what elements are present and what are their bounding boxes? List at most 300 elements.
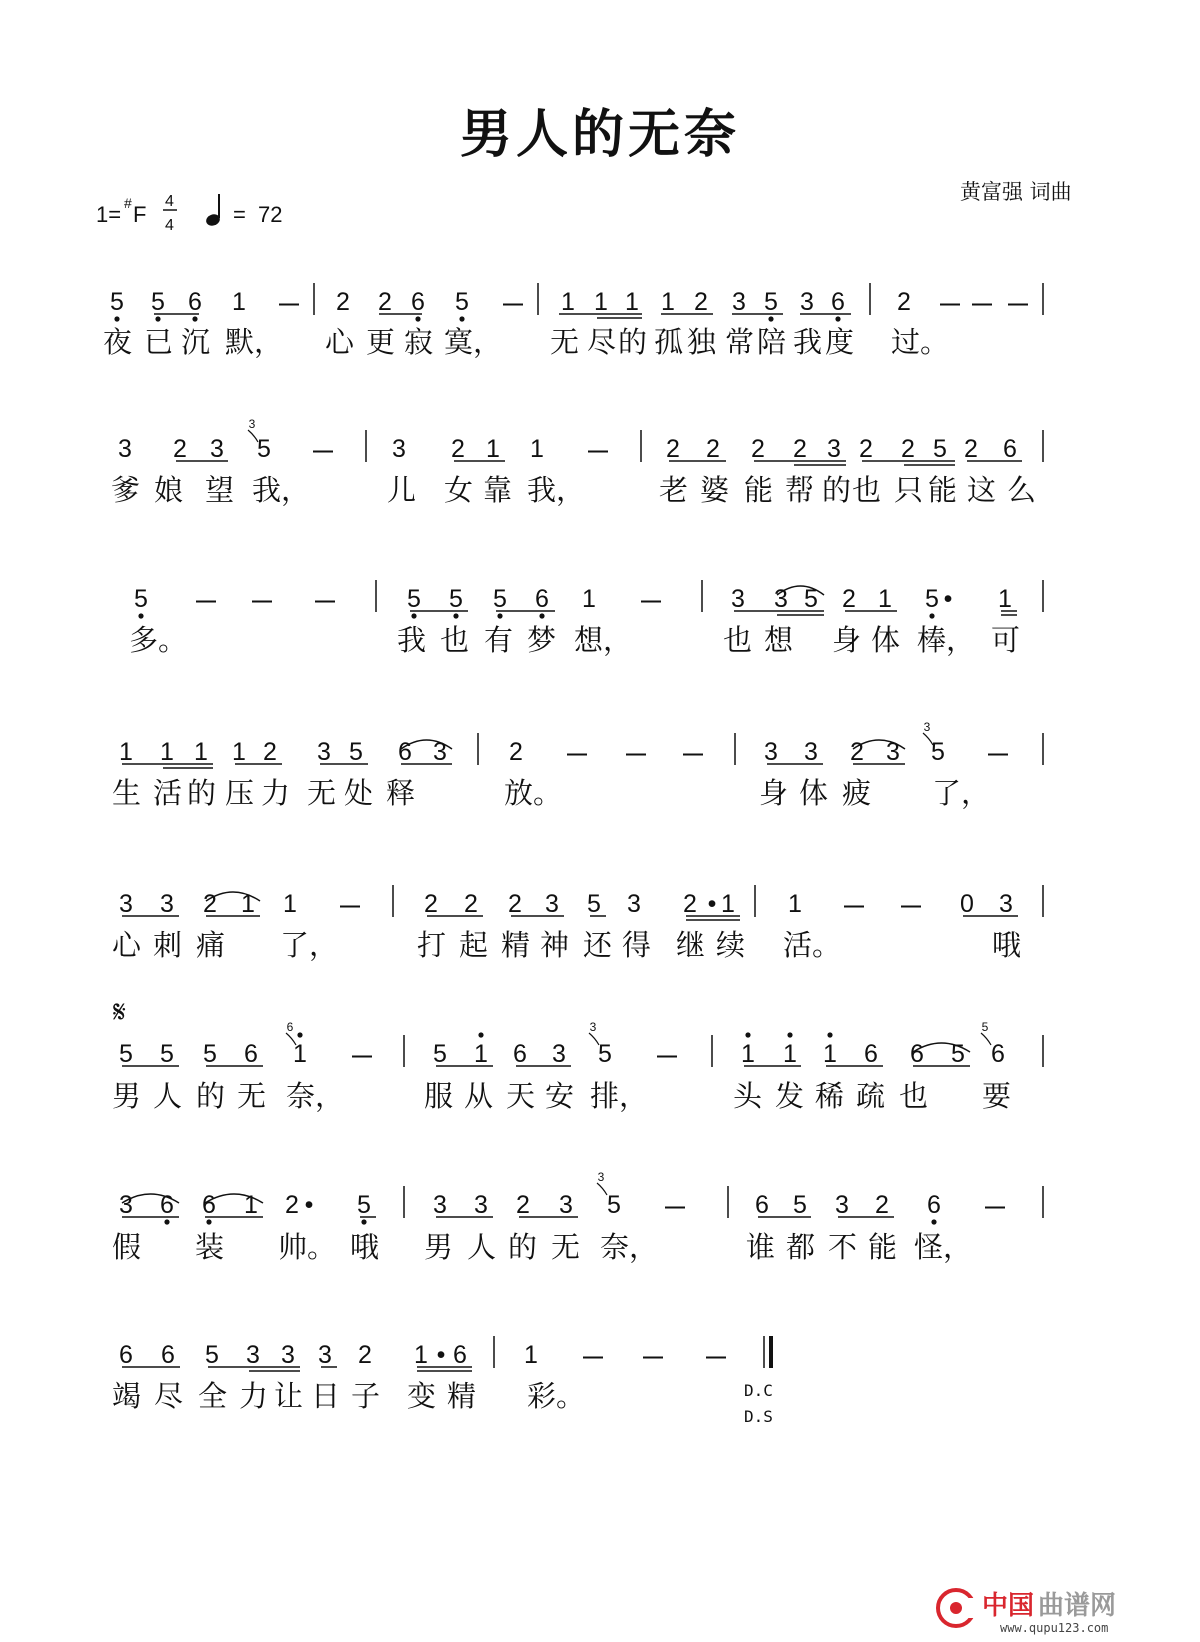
tempo-equals: = <box>233 202 246 227</box>
lyric-word: 稀 <box>815 1079 845 1113</box>
lyric-word: 想， <box>574 623 633 657</box>
note-digit: 3 <box>433 1191 447 1219</box>
dash-mark: — <box>985 1196 1005 1218</box>
note-digit: 1 <box>823 1040 837 1068</box>
note-digit: 1 <box>661 288 675 316</box>
note-digit: 5 <box>407 585 421 613</box>
lyric-word: 发 <box>775 1079 805 1113</box>
note-digit: 2 <box>424 890 438 918</box>
lyric-word: 身 <box>759 776 789 810</box>
lyric-word: 的 <box>822 473 852 507</box>
octave-dot-low <box>768 316 773 321</box>
note-digit: 5 <box>349 738 363 766</box>
octave-dot-low <box>497 613 502 618</box>
lyric-word: 这 <box>967 473 997 507</box>
lyric-word: 哦 <box>992 928 1022 962</box>
note-digit: 6 <box>244 1040 258 1068</box>
note-digit: 5 <box>357 1191 371 1219</box>
note-digit: 3 <box>559 1191 573 1219</box>
lyric-word: 梦 <box>527 623 557 657</box>
note-digit: 6 <box>755 1191 769 1219</box>
octave-dot-low <box>114 316 119 321</box>
note-digit: 6 <box>513 1040 527 1068</box>
octave-dot-low <box>155 316 160 321</box>
lyric-word: 体 <box>799 776 829 810</box>
time-top: 4 <box>165 193 174 210</box>
note-digit: 2 <box>173 435 187 463</box>
dash-mark: — <box>313 440 333 462</box>
lyric-word: 沉 <box>181 325 211 359</box>
dash-mark: — <box>315 590 335 612</box>
quarter-note-icon <box>205 194 222 228</box>
lyric-word: 变 <box>407 1379 437 1413</box>
note-digit: 3 <box>317 738 331 766</box>
lyric-word: 续 <box>716 928 746 962</box>
lyric-word: 想 <box>764 623 794 657</box>
note-digit: 5 <box>598 1040 612 1068</box>
key-letter: F <box>133 202 147 227</box>
dash-mark: — <box>972 293 992 315</box>
note-digit: 1 <box>741 1040 755 1068</box>
lyric-word: 只 <box>894 473 924 507</box>
lyric-word: 体 <box>871 623 901 657</box>
note-digit: 3 <box>800 288 814 316</box>
lyric-word: 的 <box>618 325 648 359</box>
note-digit: 1 <box>878 585 892 613</box>
score-lines <box>103 283 1043 1413</box>
note-digit: 6 <box>161 1341 175 1369</box>
note-digit: 3 <box>210 435 224 463</box>
note-digit: 5 <box>793 1191 807 1219</box>
note-digit: 5 <box>160 1040 174 1068</box>
note-digit: 1 <box>244 1191 258 1219</box>
octave-dot-low <box>164 1219 169 1224</box>
note-digit: 1 <box>194 738 208 766</box>
note-digit: 6 <box>398 738 412 766</box>
note-digit: 2 <box>683 890 697 918</box>
note-digit: 5 <box>449 585 463 613</box>
lyric-word: 奈， <box>600 1230 659 1264</box>
lyric-word: 也 <box>723 623 753 657</box>
note-digit: 6 <box>927 1191 941 1219</box>
lyric-word: 都 <box>786 1230 816 1264</box>
lyric-word: 过。 <box>891 325 950 359</box>
lyric-word: 有 <box>484 623 514 657</box>
lyric-word: 可 <box>991 623 1021 657</box>
lyric-word: 无 <box>550 325 580 359</box>
note-digit: 5 <box>951 1040 965 1068</box>
lyric-word: 释 <box>386 776 416 810</box>
grace-note: 3 <box>589 1020 597 1034</box>
lyric-word: 能 <box>868 1230 898 1264</box>
lyric-word: 神 <box>540 928 570 962</box>
lyric-word: 我， <box>252 473 311 507</box>
lyric-word: 也 <box>852 473 882 507</box>
note-digit: 6 <box>831 288 845 316</box>
lyric-word: 假 <box>112 1230 142 1264</box>
note-digit: 5 <box>134 585 148 613</box>
dash-mark: — <box>352 1045 372 1067</box>
note-digit: 6 <box>119 1341 133 1369</box>
lyric-word: 更 <box>366 325 396 359</box>
note-digit: 3 <box>827 435 841 463</box>
dash-mark: — <box>567 743 587 765</box>
lyric-word: 尽 <box>154 1379 184 1413</box>
note-digit: 5 <box>203 1040 217 1068</box>
note-digit: 3 <box>835 1191 849 1219</box>
octave-dot-low <box>539 613 544 618</box>
note-digit: 3 <box>119 1191 133 1219</box>
lyric-word: 活 <box>153 776 183 810</box>
note-digit: 3 <box>627 890 641 918</box>
lyric-word: 竭 <box>112 1379 142 1413</box>
note-digit: 2 <box>263 738 277 766</box>
lyric-word: 度 <box>825 325 855 359</box>
lyric-word: 男 <box>112 1079 142 1113</box>
note-digit: 2 <box>378 288 392 316</box>
note-digit: 3 <box>804 738 818 766</box>
lyric-word: 让 <box>274 1379 304 1413</box>
note-digit: 3 <box>886 738 900 766</box>
dash-mark: — <box>643 1346 663 1368</box>
note-digit: 5 <box>493 585 507 613</box>
lyric-word: 服 <box>424 1079 454 1113</box>
lyric-word: 无 <box>307 776 337 810</box>
lyric-word: 痛 <box>196 928 226 962</box>
lyric-word: 娘 <box>154 473 184 507</box>
lyric-word: 能 <box>744 473 774 507</box>
lyric-word: 爹 <box>111 473 141 507</box>
octave-dot-low <box>453 613 458 618</box>
lyric-word: 了， <box>280 928 339 962</box>
note-digit: 6 <box>1003 435 1017 463</box>
lyric-word: 帮 <box>785 473 815 507</box>
dash-mark: — <box>196 590 216 612</box>
note-digit: 1 <box>119 738 133 766</box>
note-digit: 3 <box>433 738 447 766</box>
lyric-word: 生 <box>112 776 142 810</box>
lyric-word: 也 <box>899 1079 929 1113</box>
octave-dot-high <box>787 1032 792 1037</box>
note-digit: 5 <box>205 1341 219 1369</box>
score-line-5 <box>112 885 1043 962</box>
lyric-word: 装 <box>195 1230 225 1264</box>
lyric-word: 人 <box>467 1230 497 1264</box>
grace-note: 6 <box>286 1020 294 1034</box>
note-digit: 2 <box>901 435 915 463</box>
score-line-7 <box>112 1170 1043 1264</box>
lyric-word: 疲 <box>842 776 872 810</box>
lyric-word: 还 <box>583 928 613 962</box>
note-digit: 5 <box>925 585 939 613</box>
note-digit: 2 <box>285 1191 299 1219</box>
octave-dot-low <box>206 1219 211 1224</box>
octave-dot-low <box>415 316 420 321</box>
lyric-word: 奈， <box>286 1079 345 1113</box>
grace-note: 3 <box>923 720 931 734</box>
watermark-brand-b: 曲谱网 <box>1038 1591 1117 1621</box>
note-digit: 3 <box>474 1191 488 1219</box>
octave-dot-low <box>361 1219 366 1224</box>
note-digit: 2 <box>509 738 523 766</box>
lyric-word: 的 <box>508 1230 538 1264</box>
dotted-note-mark: • <box>943 585 953 613</box>
octave-dot-low <box>138 613 143 618</box>
lyric-word: 放。 <box>504 776 563 810</box>
lyric-word: 刺 <box>153 928 183 962</box>
key-prefix: 1= <box>96 202 122 227</box>
note-digit: 3 <box>552 1040 566 1068</box>
lyric-word: 帅。 <box>278 1230 337 1264</box>
octave-dot-high <box>827 1032 832 1037</box>
note-digit: 1 <box>486 435 500 463</box>
lyric-word: 独 <box>687 325 717 359</box>
watermark <box>938 1590 1116 1635</box>
note-digit: 1 <box>524 1341 538 1369</box>
lyric-word: 多。 <box>129 623 188 657</box>
lyric-word: 老 <box>659 473 689 507</box>
tempo-value: 72 <box>258 202 283 227</box>
lyric-word: 夜 <box>103 325 133 359</box>
lyric-word: 的 <box>196 1079 226 1113</box>
dash-mark: — <box>588 440 608 462</box>
note-digit: 1 <box>721 890 735 918</box>
lyric-word: 寂 <box>404 325 434 359</box>
dash-mark: — <box>340 895 360 917</box>
score-line-3 <box>129 580 1043 657</box>
lyric-word: 精 <box>447 1379 477 1413</box>
octave-dot-low <box>192 316 197 321</box>
score-line-6 <box>112 1020 1043 1113</box>
lyric-word: 望 <box>205 473 235 507</box>
note-digit: 5 <box>804 585 818 613</box>
note-digit: 3 <box>731 585 745 613</box>
note-digit: 3 <box>246 1341 260 1369</box>
note-digit: 2 <box>842 585 856 613</box>
note-digit: 1 <box>160 738 174 766</box>
note-digit: 3 <box>318 1341 332 1369</box>
note-digit: 1 <box>625 288 639 316</box>
dash-mark: — <box>657 1045 677 1067</box>
watermark-url: www.qupu123.com <box>1000 1621 1109 1635</box>
octave-dot-low <box>835 316 840 321</box>
dash-mark: — <box>503 293 523 315</box>
lyric-word: 打 <box>417 928 447 962</box>
note-digit: 2 <box>666 435 680 463</box>
note-digit: 1 <box>594 288 608 316</box>
segno-sign: 𝄋 <box>113 995 126 1030</box>
dotted-note-mark: • <box>707 890 717 918</box>
note-digit: 6 <box>535 585 549 613</box>
note-digit: 2 <box>464 890 478 918</box>
lyric-word: 了， <box>932 776 991 810</box>
octave-dot-high <box>297 1032 302 1037</box>
dash-mark: — <box>279 293 299 315</box>
lyric-word: 尽 <box>587 325 617 359</box>
note-digit: 2 <box>516 1191 530 1219</box>
note-digit: 5 <box>587 890 601 918</box>
dash-mark: — <box>665 1196 685 1218</box>
lyric-word: 么 <box>1007 473 1037 507</box>
note-digit: 5 <box>607 1191 621 1219</box>
lyric-word: 从 <box>464 1079 494 1113</box>
lyric-word: 力 <box>239 1379 269 1413</box>
note-digit: 5 <box>455 288 469 316</box>
note-digit: 5 <box>110 288 124 316</box>
note-digit: 2 <box>451 435 465 463</box>
lyric-word: 也 <box>440 623 470 657</box>
note-digit: 2 <box>336 288 350 316</box>
lyric-word: 精 <box>501 928 531 962</box>
lyric-word: 得 <box>622 928 652 962</box>
note-digit: 2 <box>203 890 217 918</box>
dotted-note-mark: • <box>436 1341 446 1369</box>
note-digit: 1 <box>414 1341 428 1369</box>
lyric-word: 棒， <box>917 623 976 657</box>
dash-mark: — <box>940 293 960 315</box>
lyric-word: 全 <box>198 1379 228 1413</box>
note-digit: 5 <box>764 288 778 316</box>
note-digit: 5 <box>151 288 165 316</box>
lyric-word: 心 <box>112 928 142 962</box>
ds-marking: D.S <box>744 1407 773 1426</box>
note-digit: 3 <box>119 890 133 918</box>
note-digit: 6 <box>991 1040 1005 1068</box>
lyric-word: 心 <box>325 325 355 359</box>
note-digit: 3 <box>999 890 1013 918</box>
dotted-note-mark: • <box>304 1191 314 1219</box>
lyric-word: 压 <box>225 776 255 810</box>
lyric-word: 寞， <box>444 325 503 359</box>
grace-note: 3 <box>248 417 256 431</box>
lyric-word: 我 <box>397 623 427 657</box>
note-digit: 6 <box>910 1040 924 1068</box>
note-digit: 2 <box>850 738 864 766</box>
dash-mark: — <box>1008 293 1028 315</box>
lyric-word: 力 <box>261 776 291 810</box>
lyric-word: 靠 <box>483 473 513 507</box>
note-digit: 1 <box>232 738 246 766</box>
note-digit: 3 <box>545 890 559 918</box>
lyric-word: 子 <box>351 1379 381 1413</box>
dc-marking: D.C <box>744 1381 773 1400</box>
dash-mark: — <box>626 743 646 765</box>
lyric-word: 哦 <box>350 1230 380 1264</box>
octave-dot-low <box>459 316 464 321</box>
note-digit: 3 <box>392 435 406 463</box>
note-digit: 6 <box>202 1191 216 1219</box>
note-digit: 2 <box>358 1341 372 1369</box>
dash-mark: — <box>844 895 864 917</box>
note-digit: 1 <box>474 1040 488 1068</box>
lyric-word: 无 <box>551 1230 581 1264</box>
note-digit: 5 <box>119 1040 133 1068</box>
qupu-logo-icon <box>938 1590 976 1626</box>
note-digit: 2 <box>508 890 522 918</box>
lyric-word: 头 <box>733 1079 763 1113</box>
lyric-word: 安 <box>545 1079 575 1113</box>
note-digit: 2 <box>964 435 978 463</box>
score-line-4 <box>112 720 1043 810</box>
note-digit: 1 <box>283 890 297 918</box>
note-digit: 1 <box>561 288 575 316</box>
lyric-word: 不 <box>828 1230 858 1264</box>
note-digit: 2 <box>875 1191 889 1219</box>
lyric-word: 谁 <box>746 1230 776 1264</box>
lyric-word: 活。 <box>783 928 842 962</box>
dash-mark: — <box>641 590 661 612</box>
octave-dot-high <box>478 1032 483 1037</box>
note-digit: 2 <box>694 288 708 316</box>
note-digit: 0 <box>960 890 974 918</box>
note-digit: 5 <box>933 435 947 463</box>
note-digit: 1 <box>582 585 596 613</box>
octave-dot-high <box>745 1032 750 1037</box>
lyric-word: 无 <box>237 1079 267 1113</box>
dash-mark: — <box>901 895 921 917</box>
note-digit: 2 <box>793 435 807 463</box>
lyric-word: 男 <box>424 1230 454 1264</box>
note-digit: 1 <box>232 288 246 316</box>
score-line-1 <box>103 283 1043 359</box>
note-digit: 2 <box>859 435 873 463</box>
lyric-word: 儿 <box>387 473 417 507</box>
note-digit: 6 <box>160 1191 174 1219</box>
note-digit: 1 <box>783 1040 797 1068</box>
lyric-word: 女 <box>444 473 474 507</box>
lyric-word: 我 <box>793 325 823 359</box>
note-digit: 6 <box>411 288 425 316</box>
lyric-word: 婆 <box>700 473 730 507</box>
lyric-word: 孤 <box>654 325 684 359</box>
octave-dot-low <box>411 613 416 618</box>
lyric-word: 常 <box>725 325 755 359</box>
note-digit: 5 <box>257 435 271 463</box>
note-digit: 1 <box>998 585 1012 613</box>
final-barline <box>764 1336 771 1368</box>
note-digit: 3 <box>118 435 132 463</box>
key-sharp: # <box>124 195 132 211</box>
dash-mark: — <box>706 1346 726 1368</box>
note-digit: 2 <box>751 435 765 463</box>
score-line-8 <box>112 1336 726 1413</box>
lyric-word: 默， <box>225 325 284 359</box>
lyric-word: 身 <box>832 623 862 657</box>
composer-credit: 黄富强 词曲 <box>960 180 1072 204</box>
note-digit: 5 <box>433 1040 447 1068</box>
score-line-2 <box>111 417 1043 507</box>
note-digit: 3 <box>732 288 746 316</box>
lyric-word: 的 <box>187 776 217 810</box>
lyric-word: 陪 <box>757 325 787 359</box>
note-digit: 3 <box>774 585 788 613</box>
lyric-word: 怪， <box>914 1230 973 1264</box>
note-digit: 3 <box>764 738 778 766</box>
note-digit: 1 <box>530 435 544 463</box>
dash-mark: — <box>252 590 272 612</box>
dash-mark: — <box>683 743 703 765</box>
lyric-word: 要 <box>982 1079 1012 1113</box>
octave-dot-low <box>931 1219 936 1224</box>
dash-mark: — <box>988 743 1008 765</box>
note-digit: 6 <box>453 1341 467 1369</box>
note-digit: 1 <box>788 890 802 918</box>
lyric-word: 排， <box>590 1079 649 1113</box>
lyric-word: 继 <box>676 928 706 962</box>
lyric-word: 天 <box>506 1079 536 1113</box>
note-digit: 6 <box>864 1040 878 1068</box>
time-bottom: 4 <box>165 217 174 234</box>
